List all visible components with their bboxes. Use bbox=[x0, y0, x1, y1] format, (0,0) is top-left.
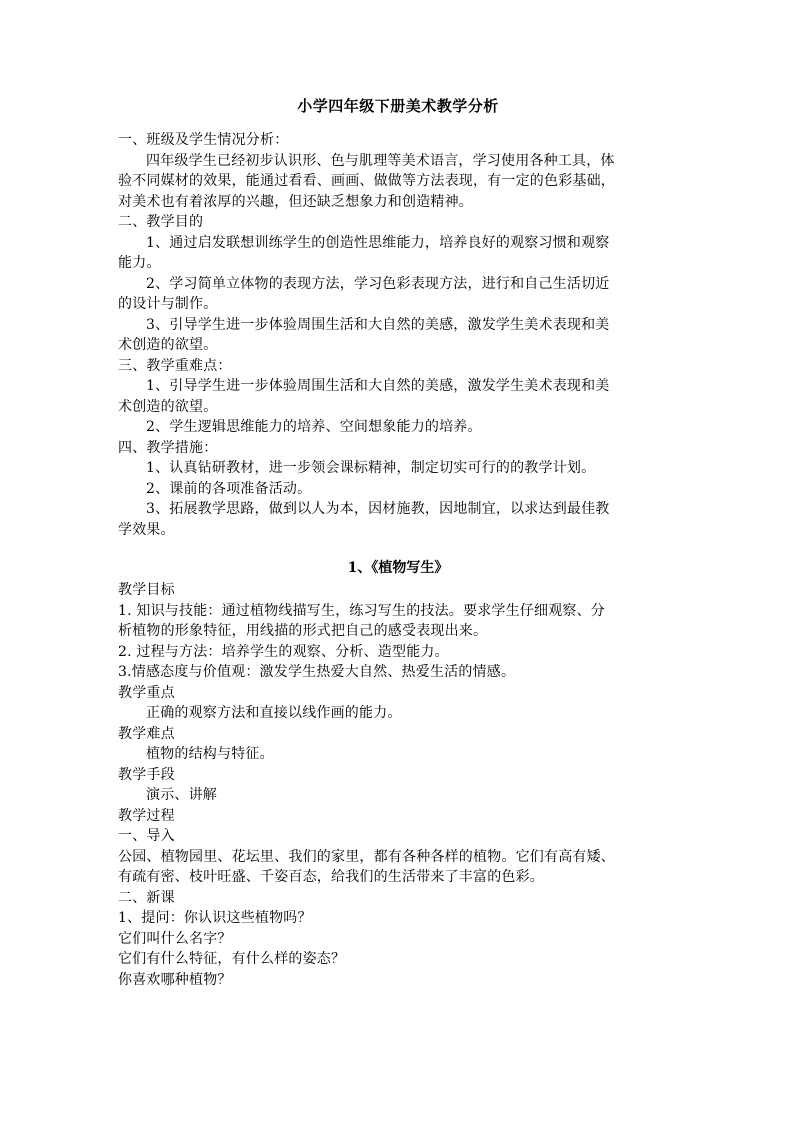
text-line: 教学难点 bbox=[118, 725, 175, 742]
text-line: 植物的结构与特征。 bbox=[146, 746, 274, 762]
text-line: 演示、讲解 bbox=[146, 787, 217, 803]
document-title: 小学四年级下册美术教学分析 bbox=[297, 97, 499, 115]
text-line: 四年级学生已经初步认识形、色与肌理等美术语言，学习使用各种工具，体 bbox=[146, 152, 615, 169]
text-line: 能力。 bbox=[118, 255, 161, 271]
text-line: 一、导入 bbox=[118, 828, 175, 844]
text-line: 3、拓展教学思路，做到以人为本，因材施教，因地制宜，以求达到最佳教 bbox=[146, 501, 610, 517]
text-line: 3.情感态度与价值观：激发学生热爱大自然、热爱生活的情感。 bbox=[118, 664, 516, 680]
document-page bbox=[118, 90, 678, 990]
analysis-section bbox=[118, 130, 678, 540]
text-line: 公园、植物园里、花坛里、我们的家里，都有各种各样的植物。它们有高有矮、 bbox=[118, 848, 615, 865]
text-line: 1. 知识与技能：通过植物线描写生，练习写生的技法。要求学生仔细观察、分 bbox=[118, 602, 606, 619]
text-line: 教学过程 bbox=[118, 807, 175, 824]
text-line: 的设计与制作。 bbox=[118, 296, 218, 312]
text-line: 2、学习简单立体物的表现方法，学习色彩表现方法，进行和自己生活切近 bbox=[146, 275, 610, 292]
text-line: 它们有什么特征，有什么样的姿态？ bbox=[118, 951, 346, 967]
text-line: 正确的观察方法和直接以线作画的能力。 bbox=[146, 705, 402, 721]
text-line: 验不同媒材的效果，能通过看看、画画、做做等方法表现，有一定的色彩基础， bbox=[118, 173, 615, 189]
text-line: 二、新课 bbox=[118, 889, 175, 906]
text-line: 2. 过程与方法：培养学生的观察、分析、造型能力。 bbox=[118, 643, 449, 660]
text-line: 析植物的形象特征，用线描的形式把自己的感受表现出来。 bbox=[118, 623, 488, 639]
text-line: 2、课前的各项准备活动。 bbox=[146, 480, 312, 497]
lesson-section bbox=[118, 580, 678, 990]
text-line: 学效果。 bbox=[118, 521, 175, 538]
text-line: 1、通过启发联想训练学生的创造性思维能力，培养良好的观察习惯和观察 bbox=[146, 234, 610, 251]
text-line: 对美术也有着浓厚的兴趣，但还缺乏想象力和创造精神。 bbox=[118, 193, 473, 210]
text-line: 3、引导学生进一步体验周围生活和大自然的美感，激发学生美术表现和美 bbox=[146, 316, 610, 333]
text-line: 三、教学重难点： bbox=[118, 357, 232, 374]
text-line: 教学手段 bbox=[118, 766, 175, 783]
text-line: 1、引导学生进一步体验周围生活和大自然的美感，激发学生美术表现和美 bbox=[146, 378, 610, 394]
text-line: 有疏有密、枝叶旺盛、千姿百态，给我们的生活带来了丰富的色彩。 bbox=[118, 869, 544, 885]
text-line: 你喜欢哪种植物？ bbox=[118, 971, 232, 988]
text-line: 1、提问：你认识这些植物吗？ bbox=[118, 910, 312, 926]
text-line: 术创造的欲望。 bbox=[118, 398, 218, 415]
text-line: 教学目标 bbox=[118, 582, 175, 598]
text-line: 1、认真钻研教材，进一步领会课标精神，制定切实可行的的教学计划。 bbox=[146, 460, 596, 476]
text-line: 二、教学目的 bbox=[118, 214, 204, 230]
text-line: 它们叫什么名字？ bbox=[118, 930, 232, 947]
lesson-title: 1、《植物写生》 bbox=[347, 560, 449, 576]
text-line: 术创造的欲望。 bbox=[118, 337, 218, 353]
text-line: 四、教学措施： bbox=[118, 439, 218, 456]
text-line: 2、学生逻辑思维能力的培养、空间想象能力的培养。 bbox=[146, 419, 482, 435]
text-line: 教学重点 bbox=[118, 684, 175, 701]
text-line: 一、班级及学生情况分析： bbox=[118, 132, 289, 148]
